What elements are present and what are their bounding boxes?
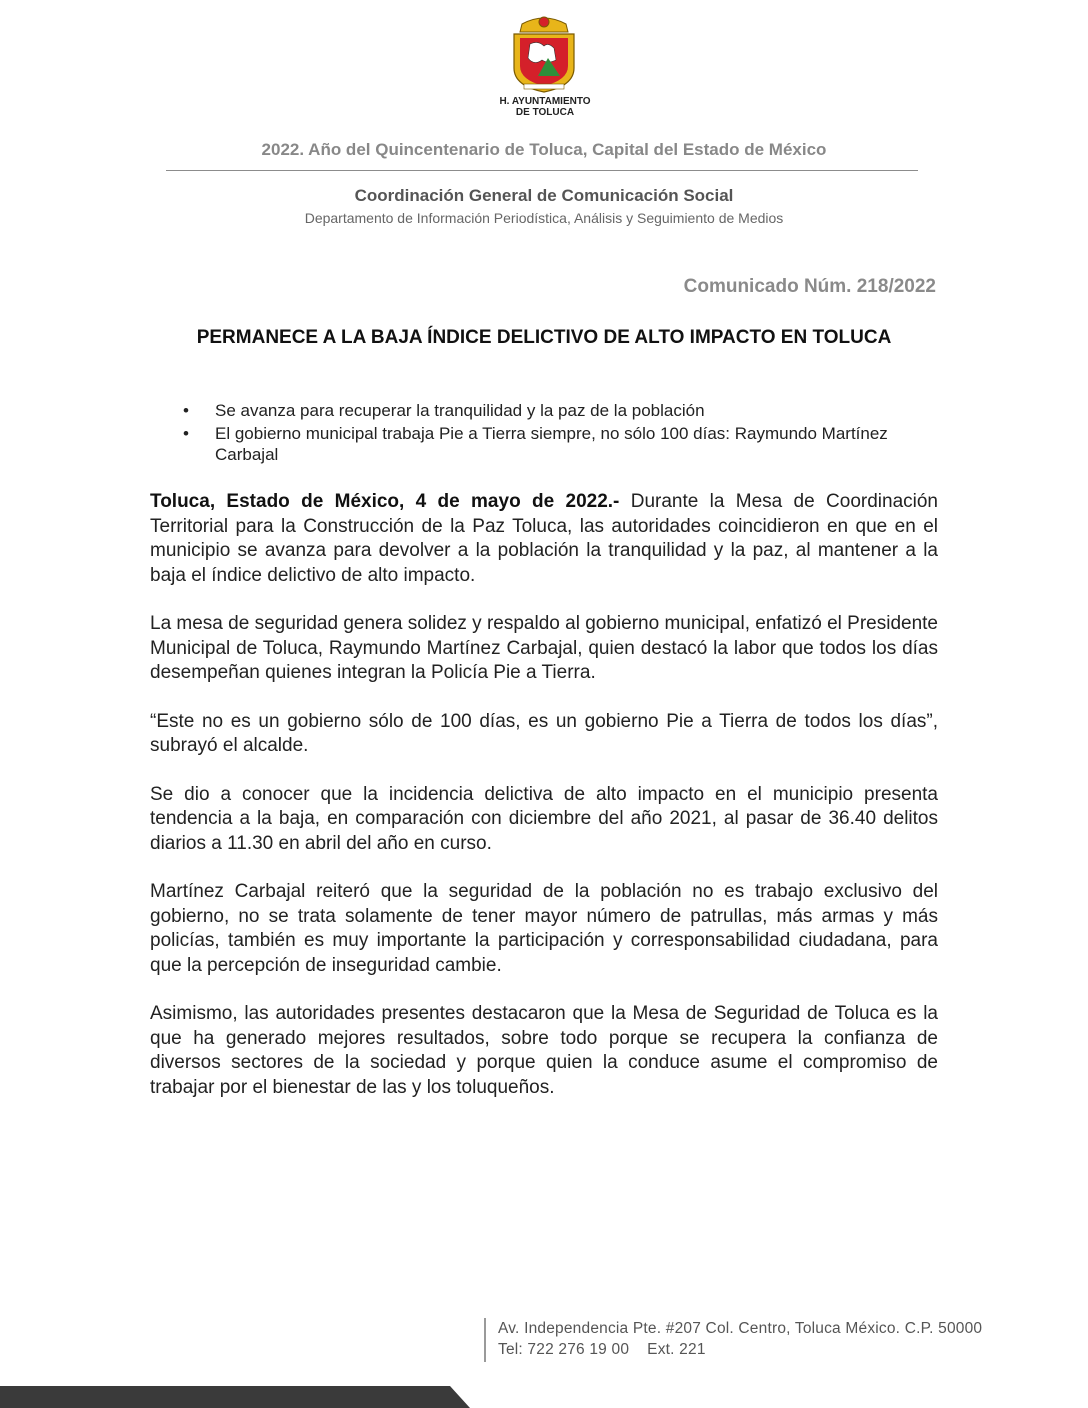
headline: PERMANECE A LA BAJA ÍNDICE DELICTIVO DE ALTO IMPACTO EN TOLUCA — [196, 327, 892, 348]
bullet-item — [183, 400, 923, 421]
paragraph-6: Asimismo, las autoridades presentes destacaron que la Mesa de Seguridad de Toluca es la que ha generado mejores resultados, sobre todo porque se recupera la confianza de diversos sectores de la sociedad y porque quien la conduce asume el compromiso de trabajar por el bienestar de las y los toluqueños. — [150, 1003, 938, 1098]
logo-caption-line1: H. AYUNTAMIENTO — [499, 96, 591, 107]
footer-decorative-stripe — [0, 1386, 480, 1408]
footer-phone: Tel: 722 276 19 00 Ext. 221 — [498, 1341, 706, 1358]
article-body — [150, 490, 938, 1124]
paragraph-2: La mesa de seguridad genera solidez y respaldo al gobierno municipal, enfatizó el Presidente Municipal de Toluca, Raymundo Martínez Carbajal, quien destacó la labor que todos los días desempeñan quienes integran la Policía Pie a Tierra. — [150, 613, 938, 683]
bullet-dot-icon: • — [183, 424, 189, 443]
paragraph-1-text: Durante la Mesa de Coordinación Territorial para la Construcción de la Paz Toluca, las autoridades coincidieron en que en el municipio se avanza para devolver a la población la tranquilidad y la paz, al mantener a la baja el índice delictivo de alto impacto. — [150, 491, 938, 586]
bullet-item — [183, 423, 923, 465]
header-divider — [166, 170, 918, 171]
bullet-dot-icon: • — [183, 401, 189, 420]
year-motto: 2022. Año del Quincentenario de Toluca, Capital del Estado de México — [261, 140, 827, 159]
paragraph-1 — [150, 490, 938, 588]
footer-address: Av. Independencia Pte. #207 Col. Centro, Toluca México. C.P. 50000 — [498, 1320, 983, 1337]
bullet-text: Se avanza para recuperar la tranquilidad y la paz de la población — [215, 401, 705, 420]
paragraph-4: Se dio a conocer que la incidencia delictiva de alto impacto en el municipio presenta tendencia a la baja, en comparación con diciembre del año 2021, al pasar de 36.40 delitos diarios a 11.30 en abril del año en curso. — [150, 783, 938, 854]
logo-caption-line2: DE TOLUCA — [515, 107, 575, 118]
paragraph-3: “Este no es un gobierno sólo de 100 días, es un gobierno Pie a Tierra de todos los días”, subrayó el alcalde. — [150, 710, 938, 756]
release-number: Comunicado Núm. 218/2022 — [683, 276, 936, 297]
summary-bullets — [183, 400, 923, 467]
logo-caption — [470, 96, 620, 118]
bullet-text: El gobierno municipal trabaja Pie a Tierra siempre, no sólo 100 días: Raymundo Martínez Carbajal — [215, 424, 888, 464]
department-title: Departamento de Información Periodística, Análisis y Seguimiento de Medios — [304, 210, 784, 226]
coordination-title: Coordinación General de Comunicación Social — [354, 186, 734, 205]
footer-divider — [484, 1318, 486, 1362]
dateline: Toluca, Estado de México, 4 de mayo de 2022.- — [150, 491, 620, 512]
paragraph-5: Martínez Carbajal reiteró que la seguridad de la población no es trabajo exclusivo del gobierno, no se trata solamente de tener mayor número de patrullas, más armas y más policías, también es muy importante la participación y corresponsabilidad ciudadana, para que la percepción de inseguridad cambie. — [150, 881, 938, 976]
toluca-coat-of-arms-logo — [508, 14, 580, 94]
